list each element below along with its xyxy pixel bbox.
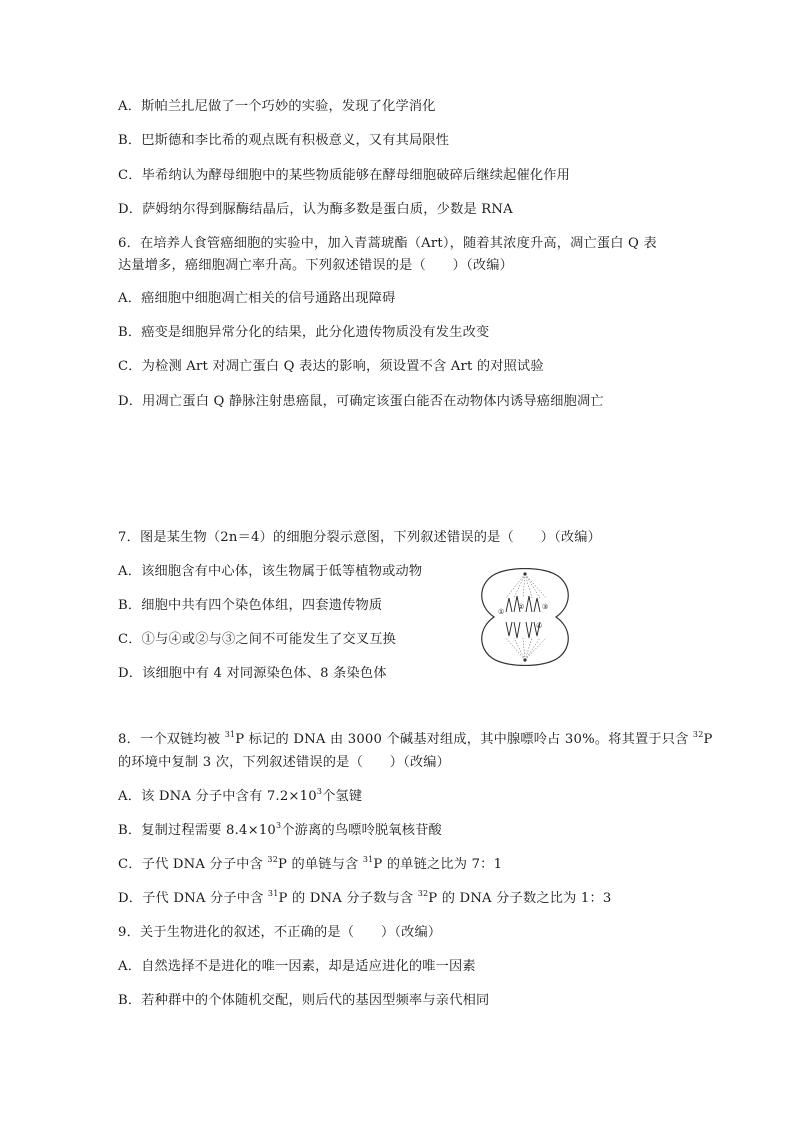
cell-division-figure	[476, 568, 574, 666]
q8-option-c	[118, 856, 502, 874]
q8-option-b-text: B．复制过程需要 8.4×10	[118, 823, 276, 838]
chromosome-label-1: ①	[498, 608, 505, 616]
q8-isotope-32: 32	[692, 730, 704, 739]
q8-option-d-text-c: P 的 DNA 分子数之比为 1：3	[428, 891, 612, 906]
q6-option-d: D．用凋亡蛋白 Q 静脉注射患癌鼠，可确定该蛋白能否在动物体内诱导癌细胞凋亡	[118, 394, 604, 409]
q8-stem-line1-text-c: P	[703, 732, 713, 747]
q8-option-c-text-c: P 的单链之比为 7：1	[373, 857, 503, 872]
q8-stem-line1	[118, 731, 713, 749]
q5-option-c: C．毕希纳认为酵母细胞中的某些物质能够在酵母细胞破碎后继续起催化作用	[118, 168, 571, 183]
chromosome-label-2: ②	[518, 603, 525, 611]
q5-option-a: A．斯帕兰扎尼做了一个巧妙的实验，发现了化学消化	[118, 99, 436, 114]
q6-option-a: A．癌细胞中细胞凋亡相关的信号通路出现障碍	[118, 291, 396, 306]
q8-isotope-31: 31	[224, 730, 236, 739]
q7-option-a: A．该细胞含有中心体，该生物属于低等植物或动物	[118, 564, 423, 579]
q6-stem-line2: 达量增多，癌细胞凋亡率升高。下列叙述错误的是（ ）（改编）	[118, 258, 514, 273]
q8-option-c-sup1: 32	[267, 855, 279, 864]
q7-option-b: B．细胞中共有四个染色体组，四套遗传物质	[118, 598, 383, 613]
q8-option-d-text-b: P 的 DNA 分子数与含	[278, 891, 418, 906]
q7-option-d: D．该细胞中有 4 对同源染色体、8 条染色体	[118, 666, 387, 681]
q8-option-d-text-a: D．子代 DNA 分子中含	[118, 891, 268, 906]
chromosome-label-4: ④	[536, 622, 543, 630]
q8-stem-line1-text-b: P 标记的 DNA 由 3000 个碱基对组成，其中腺嘌呤占 30%。将其置于只含	[235, 732, 693, 747]
cell-membrane	[482, 569, 569, 666]
q7-option-c: C．①与④或②与③之间不可能发生了交叉互换	[118, 632, 397, 647]
q8-option-c-sup2: 31	[362, 855, 374, 864]
q8-option-c-text-a: C．子代 DNA 分子中含	[118, 857, 268, 872]
q9-option-b: B．若种群中的个体随机交配，则后代的基因型频率与亲代相同	[118, 993, 490, 1008]
centriole-bottom	[523, 658, 526, 661]
q9-option-a: A．自然选择不是进化的唯一因素，却是适应进化的唯一因素	[118, 959, 476, 974]
q8-option-d-sup2: 32	[417, 889, 429, 898]
q6-option-c: C．为检测 Art 对凋亡蛋白 Q 表达的影响，须设置不含 Art 的对照试验	[118, 359, 544, 374]
q8-option-b-exponent: 3	[276, 821, 282, 830]
q8-option-d	[118, 890, 611, 908]
q8-option-b-suffix: 个游离的鸟嘌呤脱氧核苷酸	[281, 823, 442, 838]
q9-stem: 9．关于生物进化的叙述，不正确的是（ ）（改编）	[118, 925, 442, 940]
chromosome-label-3: ③	[542, 603, 549, 611]
q6-option-b: B．癌变是细胞异常分化的结果，此分化遗传物质没有发生改变	[118, 325, 490, 340]
q8-option-a-exponent: 3	[316, 787, 323, 796]
q8-option-a-text: A．该 DNA 分子中含有 7.2×10	[118, 789, 317, 804]
q6-stem-line1: 6．在培养人食管癌细胞的实验中，加入青蒿琥酯（Art），随着其浓度升高，凋亡蛋白 Q 表	[118, 236, 657, 251]
q8-option-d-sup1: 31	[267, 889, 279, 898]
q5-option-d: D．萨姆纳尔得到脲酶结晶后，认为酶多数是蛋白质，少数是 RNA	[118, 202, 513, 217]
q7-stem: 7．图是某生物（2n＝4）的细胞分裂示意图，下列叙述错误的是（ ）（改编）	[118, 530, 602, 545]
q5-option-b: B．巴斯德和李比希的观点既有积极意义，又有其局限性	[118, 133, 450, 148]
centriole-top	[523, 572, 526, 575]
spindle-top	[506, 574, 546, 598]
chromosomes-bottom	[506, 622, 543, 638]
q8-option-c-text-b: P 的单链与含	[278, 857, 363, 872]
q8-option-b	[118, 822, 442, 840]
spindle-bottom	[506, 638, 546, 660]
q8-stem-line2: 的环境中复制 3 次，下列叙述错误的是（ ）（改编）	[118, 755, 451, 770]
q8-option-a	[118, 788, 362, 806]
q8-option-a-suffix: 个氢键	[322, 789, 363, 804]
q8-stem-line1-text-a: 8．一个双链均被	[118, 732, 225, 747]
